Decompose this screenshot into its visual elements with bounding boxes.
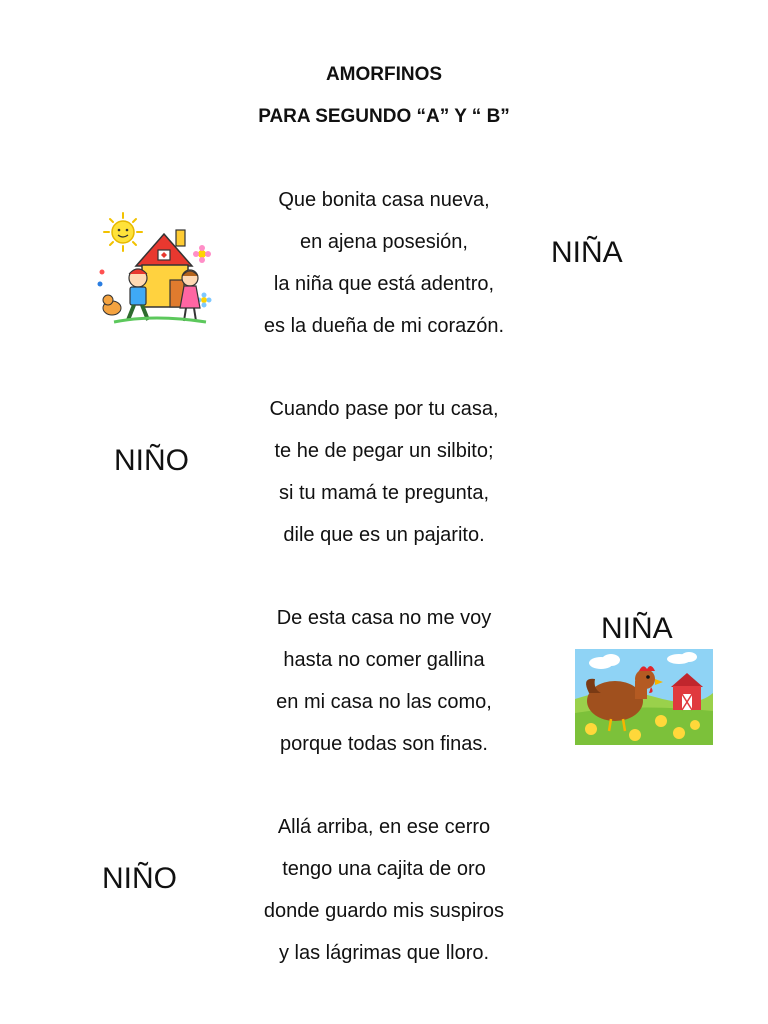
stanza-line: hasta no comer gallina xyxy=(283,649,485,671)
stanza-line: es la dueña de mi corazón. xyxy=(263,315,505,337)
cat-icon xyxy=(103,295,121,315)
stanza-line: si tu mamá te pregunta, xyxy=(278,482,490,504)
stanza-line: y las lágrimas que lloro. xyxy=(278,942,490,964)
document-subtitle: PARA SEGUNDO “A” Y “ B” xyxy=(258,106,510,127)
stanza-line: en ajena posesión, xyxy=(300,231,468,253)
boy-figure xyxy=(128,269,148,320)
stanza-line: donde guardo mis suspiros xyxy=(263,900,505,922)
sun-icon xyxy=(104,213,142,251)
speaker-label-nino: NIÑO xyxy=(102,862,177,895)
stanza-3 xyxy=(184,597,584,765)
stanza-1 xyxy=(184,179,584,347)
children-house-illustration xyxy=(94,208,216,330)
stanza-line: en mi casa no las como, xyxy=(276,691,492,713)
stanza-line: la niña que está adentro, xyxy=(273,273,495,295)
hen-farm-illustration xyxy=(575,649,713,745)
stanza-line: tengo una cajita de oro xyxy=(282,858,486,880)
stanza-4 xyxy=(184,806,584,974)
stanza-line: Que bonita casa nueva, xyxy=(278,189,490,211)
stanza-2 xyxy=(184,388,584,556)
stanza-line: Allá arriba, en ese cerro xyxy=(277,816,491,838)
document-title: AMORFINOS xyxy=(325,64,443,85)
girl-figure xyxy=(180,270,200,321)
stanza-line: Cuando pase por tu casa, xyxy=(269,398,499,420)
stanza-line: De esta casa no me voy xyxy=(276,607,492,629)
stanza-line: porque todas son finas. xyxy=(280,733,488,755)
stanza-line: te he de pegar un silbito; xyxy=(274,440,494,462)
speaker-label-nina: NIÑA xyxy=(601,612,673,645)
speaker-label-nino: NIÑO xyxy=(114,444,189,477)
speaker-label-nina: NIÑA xyxy=(551,236,623,269)
stanza-line: dile que es un pajarito. xyxy=(283,524,485,546)
